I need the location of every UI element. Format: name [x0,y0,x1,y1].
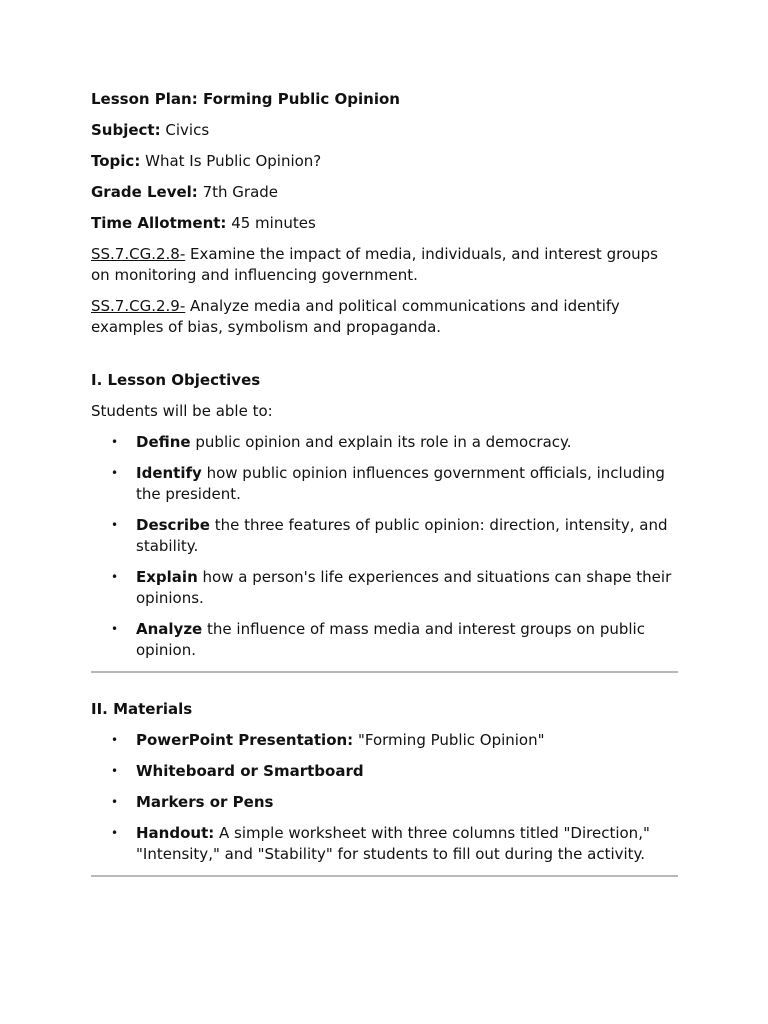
bullet-icon: • [111,733,119,747]
standard-1-text: Examine the impact of media, individuals, and interest groups on monitoring and influencing government. [91,245,658,284]
grade-level-value: 7th Grade [202,183,279,201]
list-item: • Markers or Pens [111,793,274,811]
topic-value: What Is Public Opinion? [145,152,322,170]
list-item: • Whiteboard or Smartboard [111,762,364,780]
subject-field [91,120,678,141]
bullet-icon: • [111,826,119,840]
standard-1-code[interactable]: SS.7.CG.2.8- [91,245,186,263]
standard-2-text: Analyze media and political communications and identify examples of bias, symbolism and propaganda. [91,297,620,336]
list-item: • Handout: A simple worksheet with three columns titled "Direction," "Intensity," and "Stability" for students to fill out during the activity. [111,824,650,863]
objectives-heading: I. Lesson Objectives [91,371,261,389]
section-divider [91,875,678,877]
time-allotment-value: 45 minutes [231,214,316,232]
bullet-icon: • [111,435,119,449]
document-page [91,89,678,903]
materials-list [91,730,678,865]
bullet-icon: • [111,518,119,532]
list-item: • PowerPoint Presentation: "Forming Public Opinion" [111,731,545,749]
grade-level-field [91,182,678,203]
topic-field [91,151,678,172]
bullet-icon: • [111,570,119,584]
bullet-icon: • [111,466,119,480]
time-allotment-label: Time Allotment: [91,214,227,232]
standard-2 [91,296,678,338]
materials-heading: II. Materials [91,700,193,718]
topic-label: Topic: [91,152,141,170]
grade-level-label: Grade Level: [91,183,198,201]
objectives-intro: Students will be able to: [91,402,273,420]
lesson-title: Lesson Plan: Forming Public Opinion [91,90,400,108]
list-item: • Define public opinion and explain its role in a democracy. [111,433,572,451]
standard-1 [91,244,678,286]
bullet-icon: • [111,764,119,778]
objectives-list [91,432,678,661]
section-divider [91,671,678,673]
subject-label: Subject: [91,121,161,139]
list-item: • Identify how public opinion influences government officials, including the president. [111,464,665,503]
list-item: • Describe the three features of public opinion: direction, intensity, and stability. [111,516,668,555]
bullet-icon: • [111,622,119,636]
standard-2-code[interactable]: SS.7.CG.2.9- [91,297,186,315]
list-item: • Explain how a person's life experiences and situations can shape their opinions. [111,568,672,607]
subject-value: Civics [165,121,210,139]
time-allotment-field [91,213,678,234]
section-spacer [91,348,678,370]
bullet-icon: • [111,795,119,809]
list-item: • Analyze the influence of mass media and interest groups on public opinion. [111,620,645,659]
